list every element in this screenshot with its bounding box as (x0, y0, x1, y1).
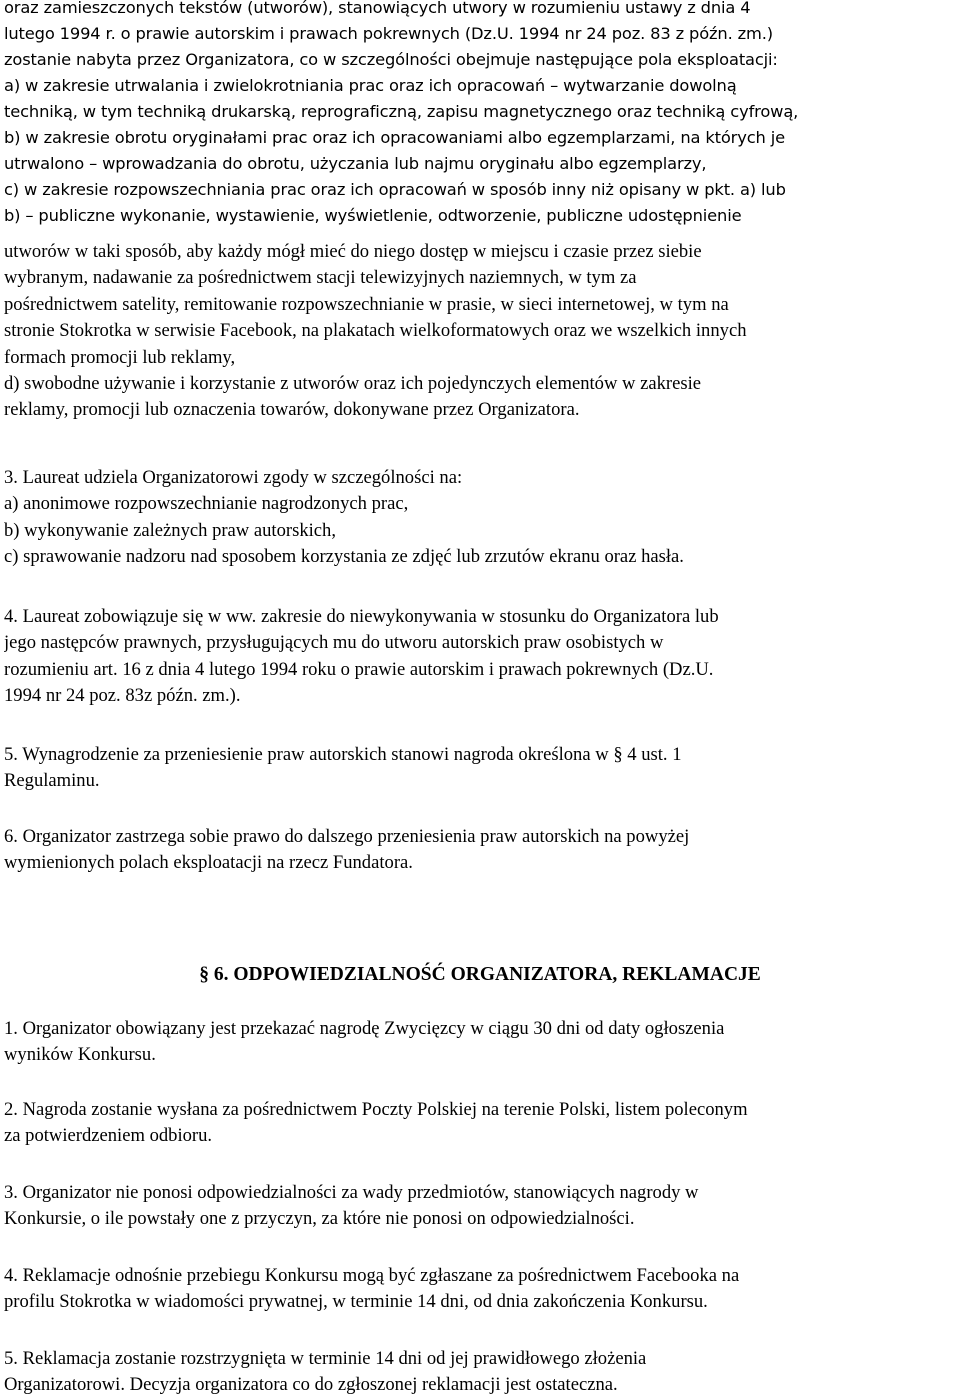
text-line: rozumieniu art. 16 z dnia 4 lutego 1994 roku o prawie autorskim i prawach pokrewnych (Dz.U. (4, 658, 714, 680)
paragraph-5-remuneration (4, 742, 682, 795)
paragraph-liability-5 (4, 1346, 646, 1399)
paragraph-liability-3 (4, 1180, 699, 1233)
text-line: techniką, w tym techniką drukarską, reprograficzną, zapisu magnetycznego oraz techniką cyfrową, (4, 102, 799, 121)
text-line: b) w zakresie obrotu oryginałami prac oraz ich opracowaniami albo egzemplarzami, na których je (4, 128, 785, 147)
section-heading: § 6. ODPOWIEDZIALNOŚĆ ORGANIZATORA, REKLAMACJE (199, 964, 761, 985)
text-line: 5. Wynagrodzenie za przeniesienie praw autorskich stanowi nagroda określona w § 4 ust. 1 (4, 744, 682, 765)
text-line: zostanie nabyta przez Organizatora, co w szczególności obejmuje następujące pola eksploatacji: (4, 50, 778, 69)
text-line: a) anonimowe rozpowszechnianie nagrodzonych prac, (4, 493, 409, 515)
text-line: 5. Reklamacja zostanie rozstrzygnięta w terminie 14 dni od jej prawidłowego złożenia (4, 1348, 647, 1369)
paragraph-3-laureate-consent (4, 465, 684, 571)
text-line: utrwalono – wprowadzania do obrotu, użyczania lub najmu oryginału albo egzemplarzy, (4, 154, 707, 173)
text-line: za potwierdzeniem odbioru. (4, 1125, 213, 1147)
text-line: wybranym, nadawanie za pośrednictwem stacji telewizyjnych naziemnych, w tym za (4, 267, 637, 289)
text-line: 4. Laureat zobowiązuje się w ww. zakresie do niewykonywania w stosunku do Organizatora lub (4, 606, 719, 627)
text-line: 1994 nr 24 poz. 83z późn. zm.). (4, 685, 241, 707)
text-line: oraz zamieszczonych tekstów (utworów), stanowiących utwory w rozumieniu ustawy z dnia 4 (4, 0, 751, 17)
paragraph-liability-2 (4, 1097, 748, 1150)
text-line: 3. Organizator nie ponosi odpowiedzialności za wady przedmiotów, stanowiących nagrody w (4, 1182, 699, 1203)
text-line: utworów w taki sposób, aby każdy mógł mieć do niego dostęp w miejscu i czasie przez siebie (4, 241, 702, 262)
text-line: lutego 1994 r. o prawie autorskim i prawach pokrewnych (Dz.U. 1994 nr 24 poz. 83 z późn. zm.) (4, 24, 773, 43)
text-line: profilu Stokrotka w wiadomości prywatnej, w terminie 14 dni, od dnia zakończenia Konkursu. (4, 1291, 708, 1313)
paragraph-4-moral-rights (4, 604, 719, 710)
text-line: wyników Konkursu. (4, 1044, 156, 1066)
paragraph-liability-1 (4, 1016, 724, 1069)
text-line: d) swobodne używanie i korzystanie z utworów oraz ich pojedynczych elementów w zakresie (4, 373, 702, 395)
paragraph-liability-4 (4, 1263, 739, 1316)
paragraph-copyright-fields (4, 0, 798, 229)
text-line: b) wykonywanie zależnych praw autorskich, (4, 519, 336, 541)
text-line: 3. Laureat udziela Organizatorowi zgody w szczególności na: (4, 467, 463, 488)
text-line: b) – publiczne wykonanie, wystawienie, wyświetlenie, odtworzenie, publiczne udostępnienie (4, 206, 742, 225)
text-line: c) sprawowanie nadzoru nad sposobem korzystania ze zdjęć lub zrzutów ekranu oraz hasła. (4, 546, 684, 568)
text-line: pośrednictwem satelity, remitowanie rozpowszechnianie w prasie, w sieci internetowej, w tym na (4, 293, 729, 315)
text-line: a) w zakresie utrwalania i zwielokrotniania prac oraz ich opracowań – wytwarzanie dowolną (4, 76, 737, 95)
text-line: 1. Organizator obowiązany jest przekazać nagrodę Zwycięzcy w ciągu 30 dni od daty ogłoszenia (4, 1018, 725, 1039)
text-line: 2. Nagroda zostanie wysłana za pośrednictwem Poczty Polskiej na terenie Polski, listem poleconym (4, 1099, 748, 1120)
text-line: reklamy, promocji lub oznaczenia towarów, dokonywane przez Organizatora. (4, 399, 580, 421)
text-line: stronie Stokrotka w serwisie Facebook, na plakatach wielkoformatowych oraz we wszelkich innych (4, 320, 747, 342)
text-line: wymienionych polach eksploatacji na rzecz Fundatora. (4, 852, 413, 874)
paragraph-6-further-transfer (4, 824, 689, 877)
text-line: Organizatorowi. Decyzja organizatora co do zgłoszonej reklamacji jest ostateczna. (4, 1374, 618, 1396)
text-line: Regulaminu. (4, 770, 100, 792)
text-line: 6. Organizator zastrzega sobie prawo do dalszego przeniesienia praw autorskich na powyżej (4, 826, 690, 847)
text-line: Konkursie, o ile powstały one z przyczyn, za które nie ponosi on odpowiedzialności. (4, 1208, 635, 1230)
text-line: 4. Reklamacje odnośnie przebiegu Konkursu mogą być zgłaszane za pośrednictwem Facebooka na (4, 1265, 740, 1286)
text-line: c) w zakresie rozpowszechniania prac oraz ich opracowań w sposób inny niż opisany w pkt. a) lub (4, 180, 786, 199)
text-line: jego następców prawnych, przysługujących mu do utworu autorskich praw osobistych w (4, 632, 664, 654)
paragraph-copyright-fields-continued (4, 239, 747, 424)
text-line: formach promocji lub reklamy, (4, 346, 236, 368)
